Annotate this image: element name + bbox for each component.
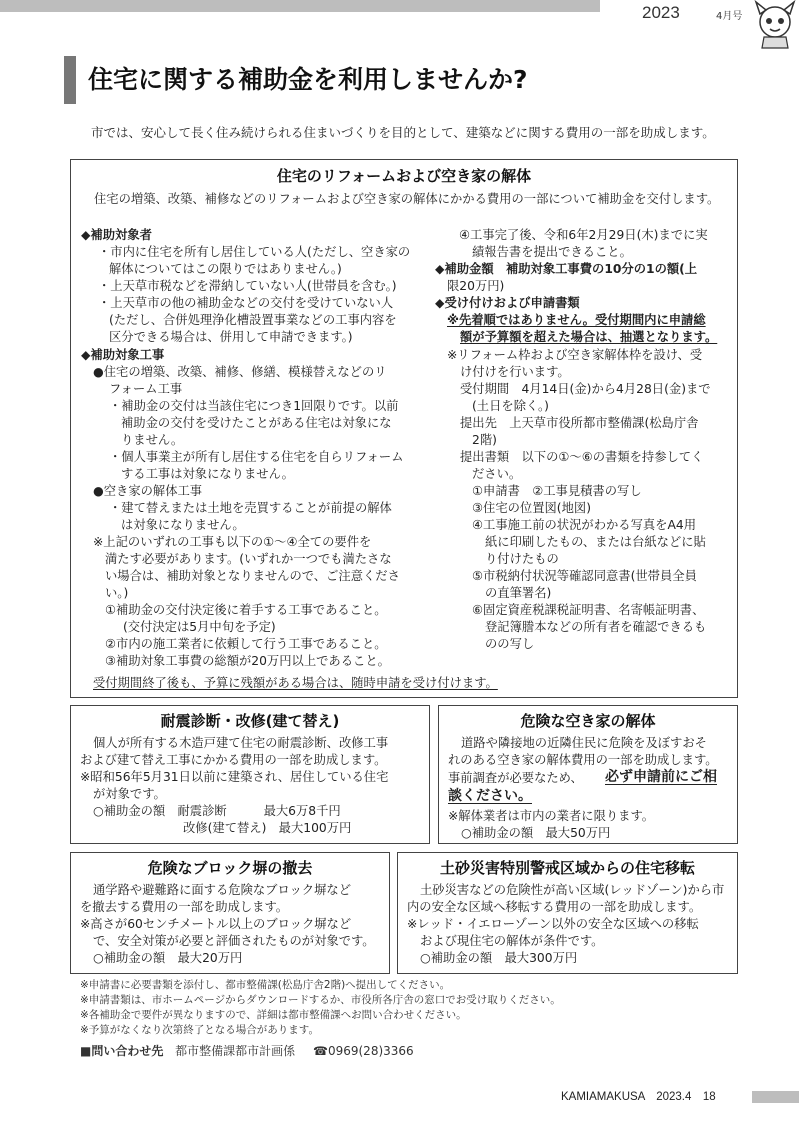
- earthquake-retrofit-box: [70, 705, 430, 844]
- heading-eligible: ◆補助対象者: [81, 228, 152, 242]
- text-line: ○補助金の額 最大300万円: [420, 951, 578, 965]
- text-line: れのある空き家の解体費用の一部を助成します。: [448, 753, 718, 767]
- text-line: 改修(建て替え) 最大100万円: [183, 821, 352, 835]
- text-line: 個人が所有する木造戸建て住宅の耐震診断、改修工事: [93, 736, 389, 750]
- text-line: 談ください。: [448, 788, 532, 804]
- text-line: および現住宅の解体が条件です。: [420, 934, 604, 948]
- text-line: ・市内に住宅を所有し居住している人(ただし、空き家の: [98, 245, 411, 259]
- text-line: ●空き家の解体工事: [93, 484, 203, 498]
- text-line: する工事は対象になりません。: [121, 467, 294, 481]
- footer-bar: [752, 1091, 799, 1103]
- text-line: フォーム工事: [109, 382, 183, 396]
- text-line: 額が予算額を超えた場合は、抽選となります。: [460, 330, 718, 344]
- text-line: い。): [105, 586, 129, 600]
- text-line: 登記簿謄本などの所有者を確認できるも: [485, 620, 707, 634]
- text-line: ・個人事業主が所有し居住する住宅を自らリフォーム: [109, 450, 404, 464]
- text-line: 満たす必要があります。(いずれか一つでも満たさな: [105, 552, 392, 566]
- box-lead: 住宅の増築、改築、補修などのリフォームおよび空き家の解体にかかる費用の一部について補助金を交付します。: [94, 192, 720, 206]
- text-line: ・上天草市の他の補助金などの交付を受けていない人: [98, 296, 394, 310]
- text-line: ○補助金の額 最大50万円: [461, 826, 611, 840]
- text-line: りません。: [121, 433, 184, 447]
- text-line: の直筆署名): [485, 586, 552, 600]
- contact-label: ■問い合わせ先: [80, 1044, 164, 1058]
- box-title: 土砂災害特別警戒区域からの住宅移転: [439, 859, 695, 877]
- box-title: 危険なブロック塀の撤去: [147, 859, 313, 877]
- text-line: 解体についてはこの限りではありません。): [109, 262, 342, 276]
- note-item: ※各補助金で要件が異なりますので、詳細は都市整備課へお問い合わせください。: [80, 1009, 467, 1021]
- contact-dept: 都市整備課都市計画係: [175, 1044, 296, 1058]
- header-bar: [0, 0, 600, 12]
- box-title: 耐震診断・改修(建て替え): [160, 712, 340, 730]
- heading-application: ◆受け付けおよび申請書類: [435, 296, 580, 310]
- note-item: ※申請書類は、市ホームページからダウンロードするか、市役所各庁舎の窓口でお受け取りください。: [80, 994, 561, 1006]
- note-item: ※予算がなくなり次第終了となる場合があります。: [80, 1024, 319, 1036]
- text-line: 補助金の交付を受けたことがある住宅は対象にな: [121, 416, 392, 430]
- text-line: ⑤市税納付状況等確認同意書(世帯員全員: [472, 569, 697, 583]
- text-line: 内の安全な区域へ移転する費用の一部を助成します。: [407, 900, 702, 914]
- text-line: 土砂災害などの危険性が高い区域(レッドゾーン)から市: [420, 883, 725, 897]
- box-title: 危険な空き家の解体: [520, 712, 656, 730]
- text-line: ○補助金の額 耐震診断 最大6万8千円: [93, 804, 341, 818]
- text-line: が対象です。: [93, 787, 166, 801]
- text-line: ※昭和56年5月31日以前に建築され、居住している住宅: [80, 770, 389, 784]
- text-line: ※リフォーム枠および空き家解体枠を設け、受: [447, 348, 703, 362]
- text-line: ※先着順ではありません。受付期間内に申請総: [447, 313, 706, 327]
- text-line: ・上天草市税などを滞納していない人(世帯員を含む。): [98, 279, 397, 293]
- note-item: ※申請書に必要書類を添付し、都市整備課(松島庁舎2階)へ提出してください。: [80, 979, 451, 991]
- text-line: 績報告書を提出できること。: [472, 245, 632, 259]
- text-line: で、安全対策が必要と評価されたものが対象です。: [93, 934, 375, 948]
- text-line: ださい。: [472, 467, 522, 481]
- page-title: 住宅に関する補助金を利用しませんか?: [88, 65, 528, 94]
- text-line: (交付決定は5月中旬を予定): [123, 620, 276, 634]
- text-line: ○補助金の額 最大20万円: [93, 951, 243, 965]
- text-line: ・補助金の交付は当該住宅につき1回限りです。以前: [109, 399, 399, 413]
- text-line: 通学路や避難路に面する危険なブロック塀など: [93, 883, 351, 897]
- landslide-relocation-box: [397, 852, 738, 974]
- page-header: [0, 0, 799, 26]
- text-line: い場合は、補助対象となりませんので、ご注意くださ: [105, 569, 400, 583]
- notes-list: [80, 978, 760, 1038]
- reform-demolition-box: [70, 159, 738, 698]
- text-line: ※レッド・イエローゾーン以外の安全な区域への移転: [407, 917, 699, 931]
- mascot-icon: [752, 0, 798, 50]
- text-line: り付けたもの: [485, 552, 559, 566]
- heading-amount: ◆補助金額 補助対象工事費の10分の1の額(上: [435, 262, 698, 276]
- block-wall-box: [70, 852, 390, 974]
- contact-info: [80, 1043, 414, 1060]
- text-line: ①補助金の交付決定後に着手する工事であること。: [105, 603, 387, 617]
- title-accent-bar: [64, 56, 76, 104]
- text-line: を撤去する費用の一部を助成します。: [80, 900, 289, 914]
- text-line: ※高さが60センチメートル以上のブロック塀など: [80, 917, 352, 931]
- text-line: ※上記のいずれの工事も以下の①～④全ての要件を: [93, 535, 372, 549]
- text-line: 提出書類 以下の①～⑥の書類を持参してく: [460, 450, 704, 464]
- page-title-block: [64, 56, 744, 104]
- text-line: ③住宅の位置図(地図): [472, 501, 591, 515]
- text-line: (土日を除く。): [472, 399, 549, 413]
- box-footer-note: 受付期間終了後も、予算に残額がある場合は、随時申請を受け付けます。: [93, 676, 498, 690]
- text-line: ①申請書 ②工事見積書の写し: [472, 484, 642, 498]
- issue-month: 4月号: [716, 11, 743, 22]
- issue-year: 2023: [642, 3, 680, 22]
- intro-text: 市では、安心して長く住み続けられる住まいづくりを目的として、建築などに関する費用の一部を助成します。: [91, 125, 715, 140]
- text-line: ②市内の施工業者に依頼して行う工事であること。: [105, 637, 387, 651]
- text-line: 受付期間 4月14日(金)から4月28日(金)まで: [460, 382, 711, 396]
- box-title: 住宅のリフォームおよび空き家の解体: [276, 167, 532, 185]
- text-line: ⑥固定資産税課税証明書、名寄帳証明書、: [472, 603, 705, 617]
- text-line: (ただし、合併処理浄化槽設置事業などの工事内容を: [109, 313, 397, 327]
- text-line: ●住宅の増築、改築、補修、修繕、模様替えなどのリ: [93, 365, 387, 379]
- text-line: は対象になりません。: [121, 518, 245, 532]
- text-line: 紙に印刷したもの、または台紙などに貼: [485, 535, 706, 549]
- text-line: および建て替え工事にかかる費用の一部を助成します。: [80, 753, 387, 767]
- text-line: 道路や隣接地の近隣住民に危険を及ぼすおそ: [461, 736, 707, 750]
- text-line: け付けを行います。: [460, 365, 570, 379]
- vacant-house-box: [438, 705, 738, 844]
- text-line: 必ず申請前にご相: [605, 769, 717, 785]
- text-line: のの写し: [485, 637, 535, 651]
- text-line: 事前調査が必要なため、: [448, 771, 583, 785]
- text-line: 限20万円): [447, 279, 505, 293]
- text-line: ・建て替えまたは土地を売買することが前提の解体: [109, 501, 392, 515]
- page-footer: KAMIAMAKUSA 2023.4 18: [561, 1091, 716, 1103]
- heading-eligible-works: ◆補助対象工事: [81, 348, 165, 362]
- text-line: ③補助対象工事費の総額が20万円以上であること。: [105, 654, 390, 668]
- contact-phone: ☎0969(28)3366: [313, 1044, 414, 1058]
- text-line: 提出先 上天草市役所都市整備課(松島庁舎: [460, 416, 699, 430]
- text-line: ※解体業者は市内の業者に限ります。: [448, 809, 655, 823]
- text-line: ④工事施工前の状況がわかる写真をA4用: [472, 518, 697, 532]
- text-line: ④工事完了後、令和6年2月29日(木)までに実: [459, 228, 708, 242]
- text-line: 区分できる場合は、併用して申請できます。): [109, 330, 353, 344]
- text-line: 2階): [472, 433, 497, 447]
